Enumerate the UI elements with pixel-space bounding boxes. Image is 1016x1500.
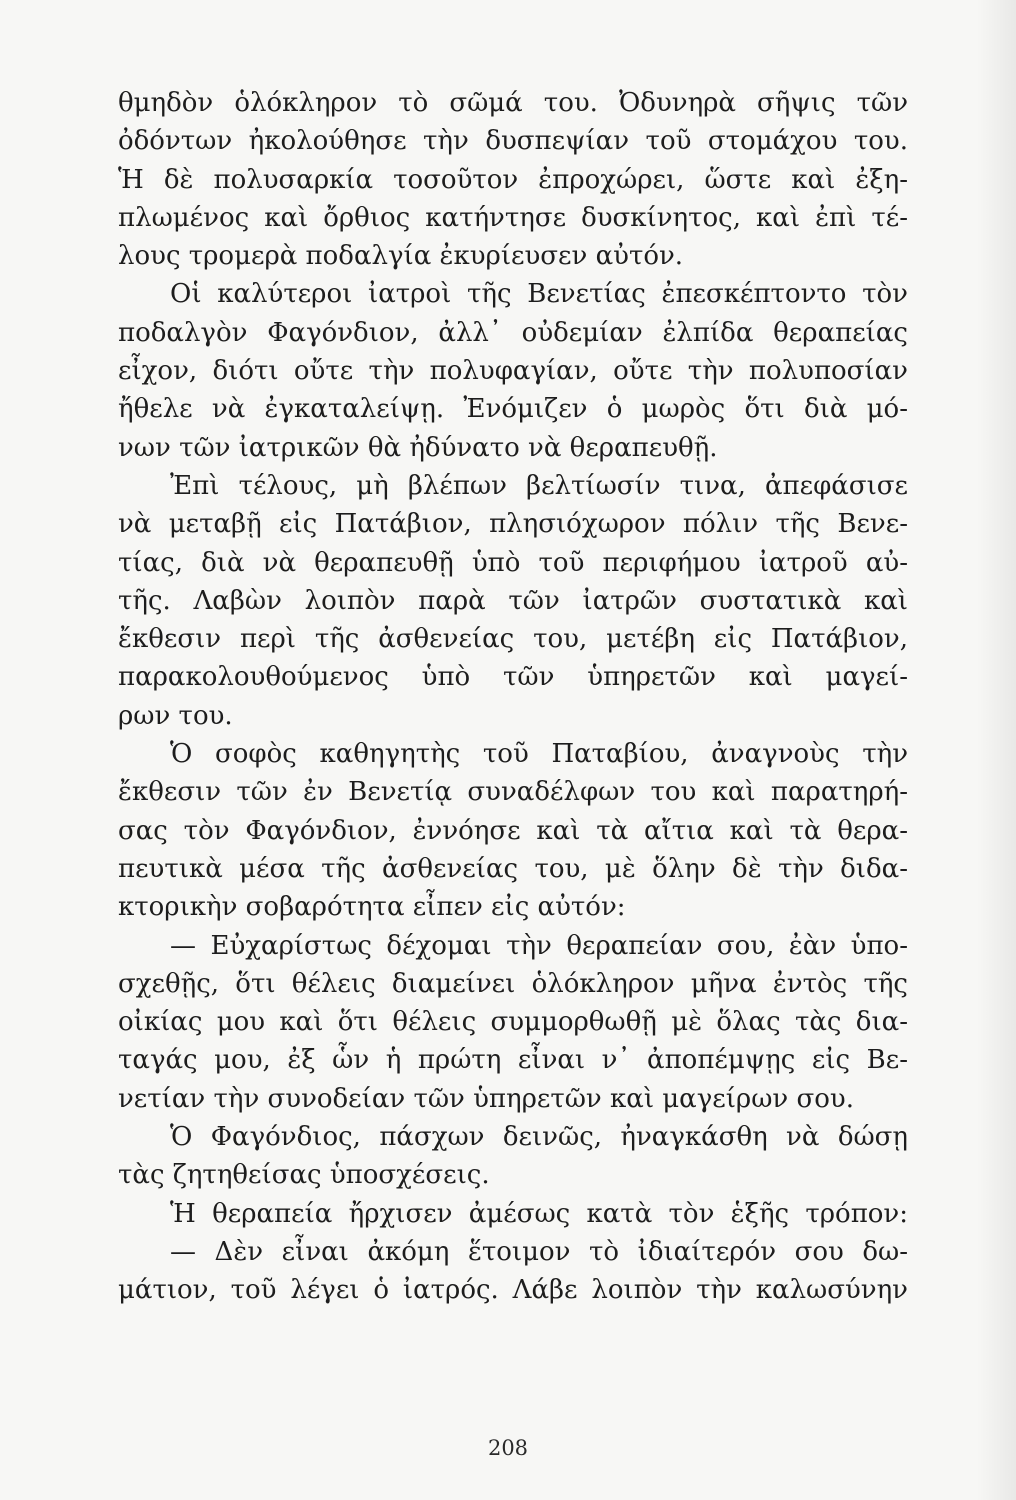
text-line-21: πευτικὰ μέσα τῆς ἀσθενείας του, μὲ ὅλην δὲ τὴν διδα-: [118, 853, 908, 884]
text-line-2: ὀδόντων ἠκολούθησε τὴν δυσπεψίαν τοῦ στομάχου του.: [118, 126, 908, 157]
paragraph-start-line-18: Ὁ σοφὸς καθηγητὴς τοῦ Παταβίου, ἀναγνοὺς τὴν: [170, 739, 908, 770]
text-line-22: κτορικὴν σοβαρότητα εἶπεν εἰς αὐτόν:: [118, 892, 626, 923]
text-line-14: τῆς. Λαβὼν λοιπὸν παρὰ τῶν ἰατρῶν συστατικὰ καὶ: [118, 585, 908, 616]
paragraph-start-line-28: Ὁ Φαγόνδιος, πάσχων δεινῶς, ἠναγκάσθη νὰ δώσῃ: [170, 1122, 908, 1153]
text-line-29: τὰς ζητηθείσας ὑποσχέσεις.: [118, 1160, 490, 1191]
text-line-19: ἔκθεσιν τῶν ἐν Βενετίᾳ συναδέλφων του καὶ παρατηρή-: [118, 777, 908, 808]
text-line-32: μάτιον, τοῦ λέγει ὁ ἰατρός. Λάβε λοιπὸν τὴν καλωσύνην: [118, 1275, 908, 1306]
text-line-9: ἤθελε νὰ ἐγκαταλείψῃ. Ἐνόμιζεν ὁ μωρὸς ὅτι διὰ μό-: [118, 394, 908, 425]
page-number: 208: [487, 1436, 529, 1460]
text-line-3: Ἡ δὲ πολυσαρκία τοσοῦτον ἐπροχώρει, ὥστε καὶ ἐξη-: [118, 164, 908, 195]
dialogue-start-line-23: — Εὐχαρίστως δέχομαι τὴν θεραπείαν σου, ἐὰν ὑπο-: [170, 930, 908, 961]
text-line-27: νετίαν τὴν συνοδείαν τῶν ὑπηρετῶν καὶ μαγείρων σου.: [118, 1083, 854, 1114]
text-line-20: σας τὸν Φαγόνδιον, ἐννόησε καὶ τὰ αἴτια καὶ τὰ θερα-: [118, 815, 908, 846]
text-line-16: παρακολουθούμενος ὑπὸ τῶν ὑπηρετῶν καὶ μαγεί-: [118, 662, 908, 693]
text-line-7: ποδαλγὸν Φαγόνδιον, ἀλλ᾽ οὐδεμίαν ἐλπίδα θεραπείας: [118, 317, 908, 348]
text-line-26: ταγάς μου, ἐξ ὧν ἡ πρώτη εἶναι ν᾽ ἀποπέμψῃς εἰς Βε-: [118, 1045, 908, 1076]
paragraph-start-line-6: Οἱ καλύτεροι ἰατροὶ τῆς Βενετίας ἐπεσκέπτοντο τὸν: [170, 279, 908, 310]
text-line-1: θμηδὸν ὁλόκληρον τὸ σῶμά του. Ὀδυνηρὰ σῆψις τῶν: [118, 88, 908, 118]
paragraph-start-line-11: Ἐπὶ τέλους, μὴ βλέπων βελτίωσίν τινα, ἀπεφάσισε: [170, 470, 908, 501]
body-text: [118, 84, 908, 1310]
text-line-25: οἰκίας μου καὶ ὅτι θέλεις συμμορθωθῇ μὲ ὅλας τὰς δια-: [118, 1007, 908, 1038]
text-line-5: λους τρομερὰ ποδαλγία ἐκυρίευσεν αὐτόν.: [118, 241, 684, 272]
text-line-10: νων τῶν ἰατρικῶν θὰ ἠδύνατο νὰ θεραπευθῇ.: [118, 432, 718, 463]
text-line-4: πλωμένος καὶ ὄρθιος κατήντησε δυσκίνητος, καὶ ἐπὶ τέ-: [118, 202, 908, 233]
text-line-12: νὰ μεταβῇ εἰς Πατάβιον, πλησιόχωρον πόλιν τῆς Βενε-: [118, 509, 908, 540]
text-line-24: σχεθῇς, ὅτι θέλεις διαμείνει ὁλόκληρον μῆνα ἐντὸς τῆς: [118, 968, 908, 999]
text-line-13: τίας, διὰ νὰ θεραπευθῇ ὑπὸ τοῦ περιφήμου ἰατροῦ αὐ-: [118, 547, 908, 578]
text-line-15: ἔκθεσιν περὶ τῆς ἀσθενείας του, μετέβη εἰς Πατάβιον,: [118, 624, 908, 655]
text-line-8: εἶχον, διότι οὔτε τὴν πολυφαγίαν, οὔτε τὴν πολυποσίαν: [118, 356, 908, 387]
paragraph-start-line-30: Ἡ θεραπεία ἤρχισεν ἀμέσως κατὰ τὸν ἑξῆς τρόπον:: [170, 1198, 908, 1229]
text-line-17: ρων του.: [118, 700, 233, 731]
dialogue-start-line-31: — Δὲν εἶναι ἀκόμη ἕτοιμον τὸ ἰδιαίτερόν σου δω-: [170, 1236, 908, 1267]
